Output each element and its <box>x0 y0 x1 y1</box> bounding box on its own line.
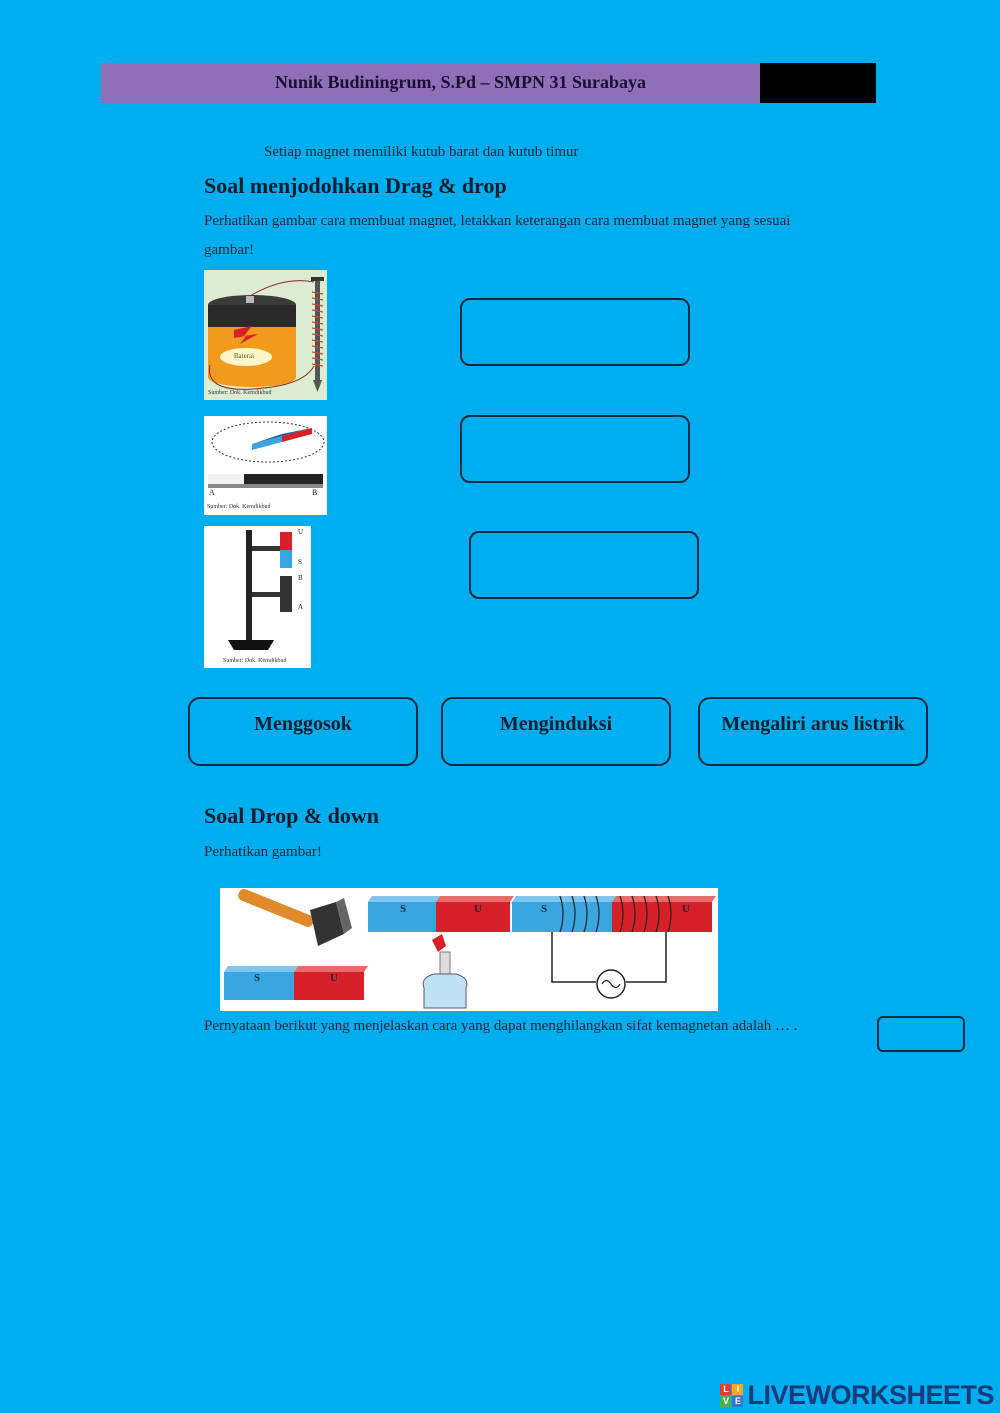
drop-target-2[interactable] <box>460 415 690 483</box>
section-drop-instruction: Perhatikan gambar! <box>204 844 322 860</box>
logo-letter: L <box>720 1384 731 1395</box>
section-drag-instruction-line2: gambar! <box>204 242 254 258</box>
magnet-label-s: S <box>254 972 261 984</box>
drop-target-3[interactable] <box>469 531 699 599</box>
liveworksheets-logo <box>720 1378 994 1412</box>
rubbing-label-b: B <box>312 488 318 497</box>
section-drag-instruction-line1: Perhatikan gambar cara membuat magnet, letakkan keterangan cara membuat magnet yang sesuai <box>204 213 791 229</box>
section-drop-title: Soal Drop & down <box>204 803 380 828</box>
magnet-label-s: S <box>541 903 548 915</box>
battery-label: Baterai <box>233 352 255 360</box>
demagnetization-methods-image <box>220 888 718 1011</box>
image-caption: Sumber: Dok. Kemdikbud <box>223 658 287 664</box>
magnet-label-u: U <box>474 903 482 915</box>
induction-stand-image <box>204 526 311 668</box>
choice-mengaliri-arus-listrik[interactable]: Mengaliri arus listrik <box>698 697 928 766</box>
battery-nail-image <box>204 270 327 400</box>
rubbing-magnet-image <box>204 416 327 515</box>
magnet-label-u: U <box>330 972 338 984</box>
header-author: Nunik Budiningrum, S.Pd – SMPN 31 Surabaya <box>274 72 647 92</box>
stand-label-u: U <box>298 528 304 536</box>
logo-mark-icon <box>720 1384 743 1407</box>
section-drag-title: Soal menjodohkan Drag & drop <box>204 173 507 198</box>
stand-label-s: S <box>298 558 302 566</box>
choice-menggosok[interactable]: Menggosok <box>188 697 418 766</box>
liveworksheets-brand: LIVEWORKSHEETS <box>747 1379 994 1410</box>
rubbing-label-a: A <box>209 488 215 497</box>
magnet-label-s: S <box>400 903 407 915</box>
logo-letter: V <box>720 1396 731 1407</box>
stand-label-b: B <box>298 574 303 582</box>
choice-menginduksi[interactable]: Menginduksi <box>441 697 671 766</box>
intro-statement: Setiap magnet memiliki kutub barat dan kutub timur <box>264 144 579 160</box>
section-drop-question: Pernyataan berikut yang menjelaskan cara yang dapat menghilangkan sifat kemagnetan adalah … . <box>204 1018 798 1034</box>
magnet-label-u: U <box>682 903 690 915</box>
answer-dropdown[interactable] <box>877 1016 965 1052</box>
logo-letter: E <box>732 1396 743 1407</box>
header-black-block <box>760 63 876 103</box>
stand-label-a: A <box>298 603 304 611</box>
image-caption: Sumber: Dok. Kemdikbud <box>208 390 272 396</box>
image-caption: Sumber: Dok. Kemdikbud <box>207 504 271 510</box>
logo-letter: I <box>732 1384 743 1395</box>
drop-target-1[interactable] <box>460 298 690 366</box>
